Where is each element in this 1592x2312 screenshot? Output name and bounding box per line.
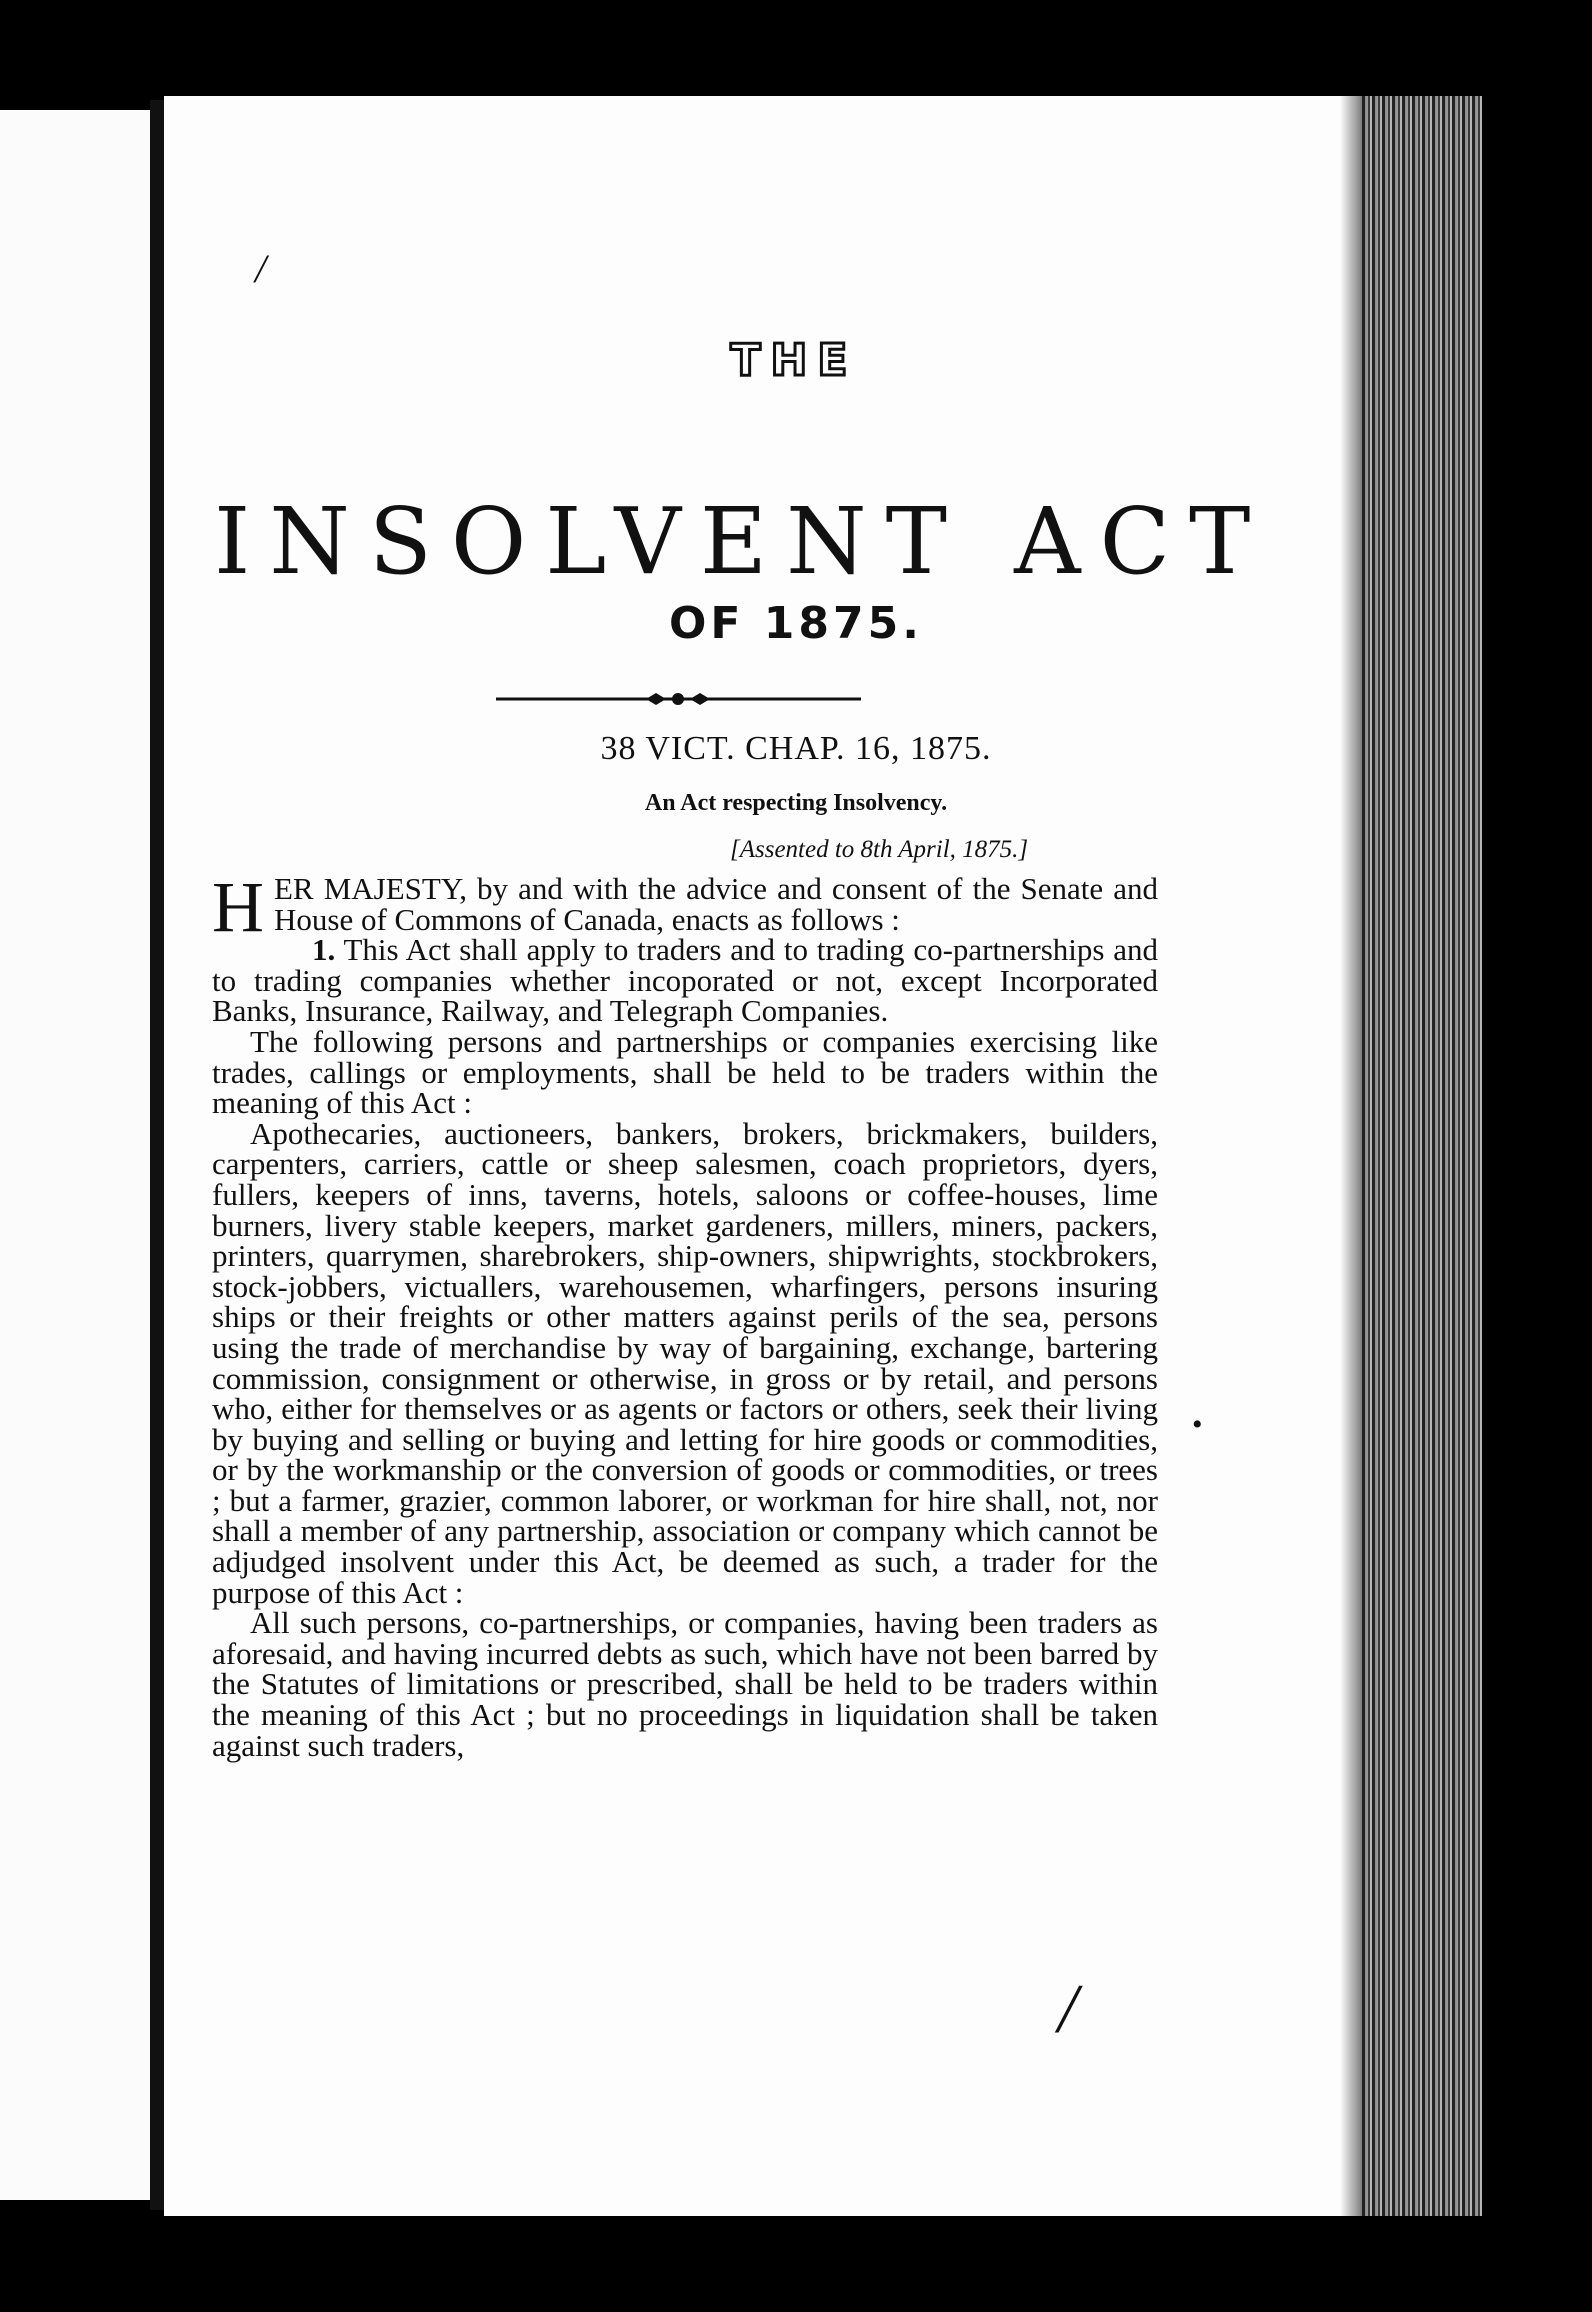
section-1-text: This Act shall apply to traders and to trading co-partnerships and to trading companies whether incoporated or not, except Incorporated Banks, Insurance, Railway, and Telegraph Companies.	[212, 932, 1158, 1029]
page-title: INSOLVENT ACT	[214, 488, 1270, 595]
facing-page-edge	[0, 110, 158, 2200]
act-body	[212, 867, 1158, 1763]
page-shadow	[1340, 96, 1364, 2216]
assent-date: [Assented to 8th April, 1875.]	[730, 836, 1029, 863]
header-the: THE	[730, 335, 858, 386]
header-year: OF 1875.	[669, 598, 923, 649]
enacting-text: ER MAJESTY, by and with the advice and consent of the Senate and House of Commons of Canada, enacts as follows :	[274, 871, 1158, 937]
scan-mark: /	[255, 246, 267, 291]
book-gutter	[150, 100, 164, 2210]
section-1	[212, 932, 1158, 1029]
scan-mark: /	[1058, 1971, 1078, 2048]
enacting-clause	[212, 867, 1158, 947]
page-block-edges	[1362, 96, 1482, 2216]
ornamental-rule	[496, 688, 861, 710]
chapter-citation: 38 VICT. CHAP. 16, 1875.	[600, 730, 992, 767]
paragraph-traders-definition: The following persons and partnerships or companies exercising like trades, callings or employments, shall be held to be traders within the meaning of this Act :	[212, 1023, 1158, 1121]
paragraph-trades-list: Apothecaries, auctioneers, bankers, brokers, brickmakers, builders, carpenters, carriers, cattle or sheep salesmen, coach proprietors, dyers, fullers, keepers of inns, taverns, hotels, saloons or coffee-houses, lime burners, livery stable keepers, market gardeners, millers, miners, packers, printers, quarrymen, sharebrokers, ship-owners, shipwrights, stockbrokers, stock-jobbers, victuallers, warehousemen, wharfingers, persons insuring ships or their freights or other matters against perils of the sea, persons using the trade of merchandise by way of bargaining, exchange, bartering commission, consignment or otherwise, in gross or by retail, and persons who, either for themselves or as agents or factors or others, seek their living by buying and selling or buying and letting for hire goods or commodities, or by the workmanship or the conversion of goods or commodities, or trees ; but a farmer, grazier, common laborer, or workman for hire shall, not, nor shall a member of any partnership, association or company which cannot be adjudged insolvent under this Act, be deemed as such, a trader for the purpose of this Act :	[212, 1115, 1158, 1610]
scan-mark: •	[1192, 1408, 1203, 1441]
section-number: 1.	[312, 932, 336, 968]
paragraph-former-traders: All such persons, co-partnerships, or companies, having been traders as aforesaid, and having incurred debts as such, which have not been barred by the Statutes of limitations or prescribed, shall be held to be traders within the meaning of this Act ; but no proceedings in liquidation shall be taken against such traders,	[212, 1605, 1158, 1763]
act-short-title: An Act respecting Insolvency.	[644, 790, 948, 816]
drop-cap: H	[212, 867, 264, 947]
